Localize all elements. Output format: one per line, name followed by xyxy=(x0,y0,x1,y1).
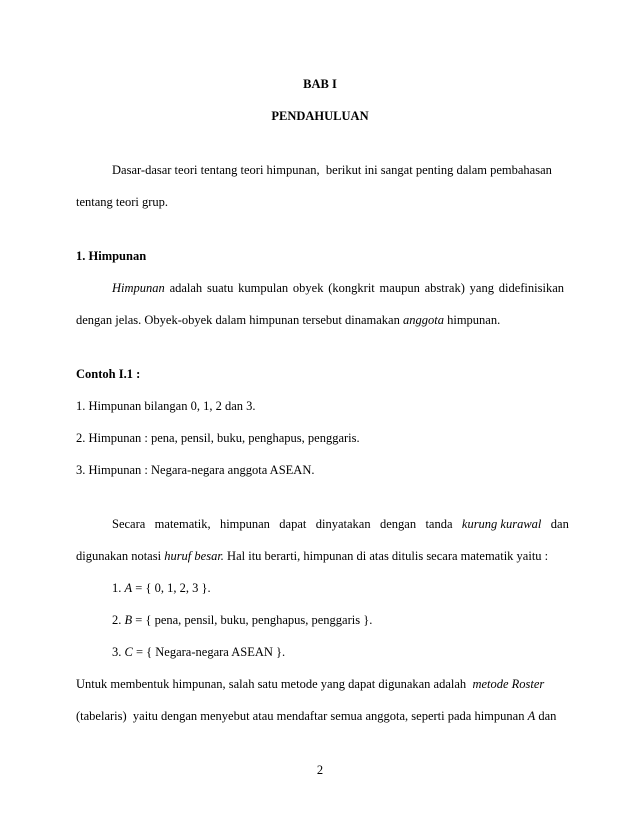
set-item-number: 1. xyxy=(112,581,125,595)
definition-line-2-text-a: dengan jelas. Obyek-obyek dalam himpunan tersebut dinamakan xyxy=(76,313,403,327)
set-item-value: = { pena, pensil, buku, penghapus, penggaris }. xyxy=(132,613,373,627)
set-item-value: = { Negara-negara ASEAN }. xyxy=(132,645,286,659)
example-item-2: 2. Himpunan : pena, pensil, buku, penghapus, penggaris. xyxy=(76,431,360,445)
example-item-3: 3. Himpunan : Negara-negara anggota ASEAN. xyxy=(76,463,315,477)
set-item-b xyxy=(112,612,564,628)
example-item-1: 1. Himpunan bilangan 0, 1, 2 dan 3. xyxy=(76,399,256,413)
intro-line-2: tentang teori grup. xyxy=(76,195,168,209)
roster-term: metode Roster xyxy=(472,677,545,691)
definition-line-2 xyxy=(76,312,564,328)
roster-line-2 xyxy=(76,708,564,724)
notation-line-2-text-a: digunakan notasi xyxy=(76,549,165,563)
section-title-himpunan: 1. Himpunan xyxy=(76,249,147,263)
set-variable: C xyxy=(124,645,133,659)
page-number: 2 xyxy=(316,763,324,777)
set-item-number: 3. xyxy=(112,645,125,659)
definition-term: Himpunan xyxy=(112,281,165,295)
definition-line-1-text: adalah suatu kumpulan obyek (kongkrit maupun abstrak) yang didefinisikan xyxy=(164,281,564,295)
set-item-number: 2. xyxy=(112,613,125,627)
chapter-title: PENDAHULUAN xyxy=(271,109,369,123)
notation-line-1 xyxy=(112,516,569,532)
notation-line-2 xyxy=(76,548,564,564)
set-item-a xyxy=(112,580,564,596)
intro-line-1: Dasar-dasar teori tentang teori himpunan, berikut ini sangat penting dalam pembahasan xyxy=(112,163,552,177)
roster-variable: A xyxy=(527,709,536,723)
example-title: Contoh I.1 : xyxy=(76,367,141,381)
roster-line-2-text-b: dan xyxy=(535,709,557,723)
notation-term-kurung: kurung kurawal xyxy=(461,517,542,531)
notation-term-huruf: huruf besar. xyxy=(164,549,224,563)
notation-line-1-text-b: dan xyxy=(541,517,569,531)
set-item-value: = { 0, 1, 2, 3 }. xyxy=(132,581,211,595)
roster-line-1-text: Untuk membentuk himpunan, salah satu metode yang dapat digunakan adalah xyxy=(76,677,473,691)
set-variable: A xyxy=(124,581,133,595)
roster-line-2-text-a: (tabelaris) yaitu dengan menyebut atau mendaftar semua anggota, seperti pada himpunan xyxy=(76,709,528,723)
notation-line-2-text-b: Hal itu berarti, himpunan di atas ditulis secara matematik yaitu : xyxy=(223,549,549,563)
set-variable: B xyxy=(124,613,133,627)
roster-line-1 xyxy=(76,676,564,692)
notation-line-1-text-a: Secara matematik, himpunan dapat dinyatakan dengan tanda xyxy=(112,517,462,531)
definition-line-2-text-b: himpunan. xyxy=(443,313,501,327)
chapter-label: BAB I xyxy=(303,77,337,91)
definition-term-anggota: anggota xyxy=(402,313,444,327)
definition-line-1 xyxy=(112,280,564,296)
set-item-c xyxy=(112,644,564,660)
